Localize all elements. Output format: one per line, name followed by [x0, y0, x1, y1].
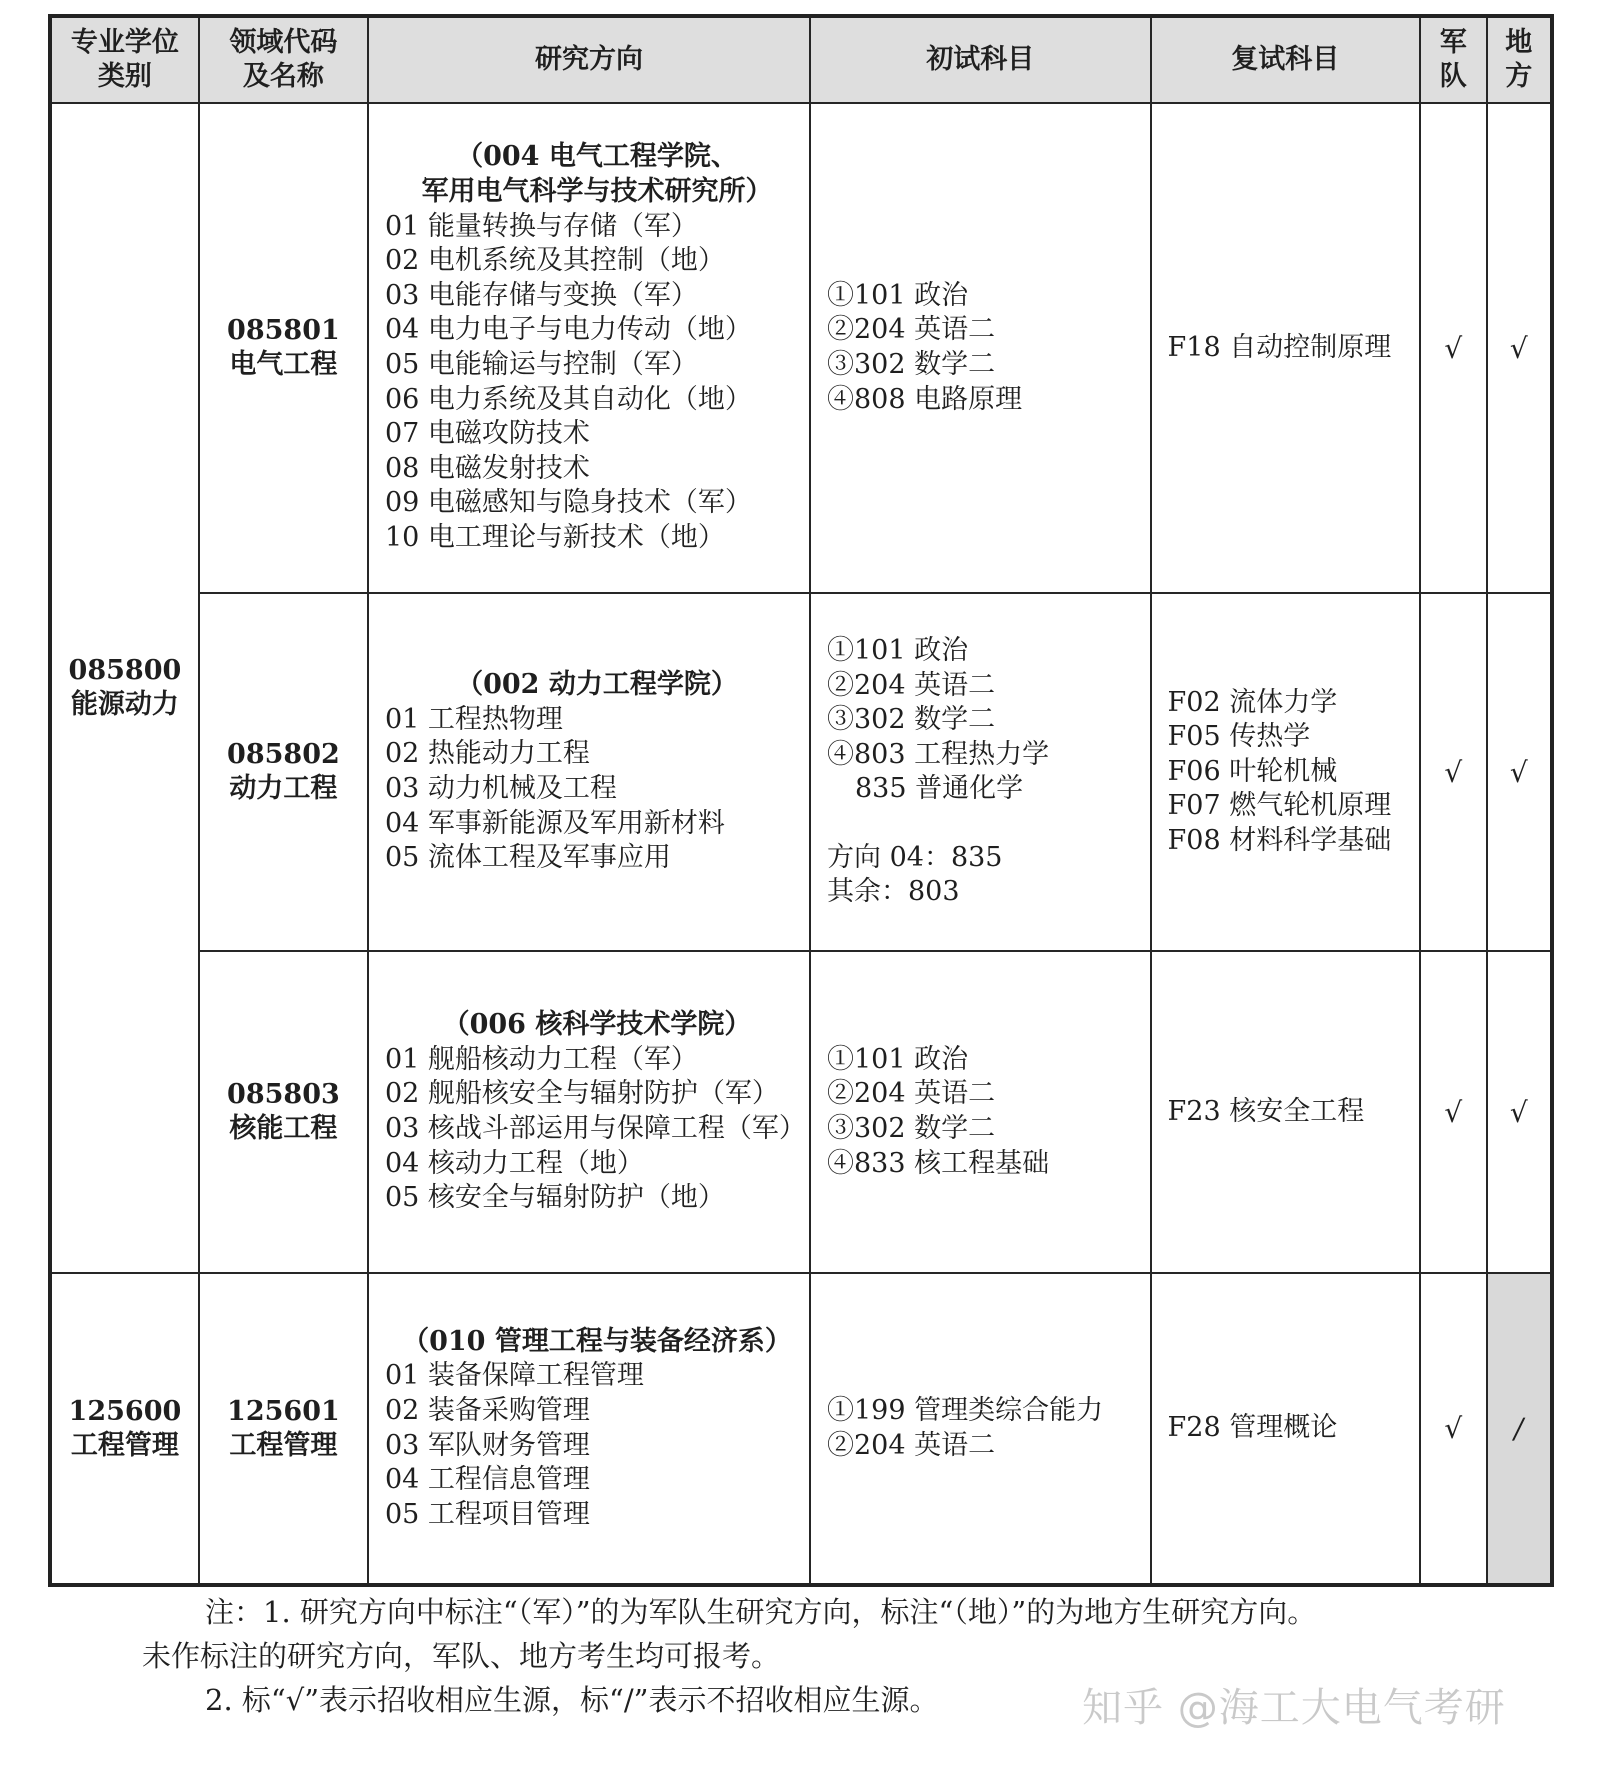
- retest-item: F06 叶轮机械: [1167, 755, 1338, 787]
- direction-item: 07 电磁攻防技术: [384, 418, 590, 450]
- direction-cell: [368, 103, 810, 593]
- military-check: √: [1420, 1273, 1487, 1585]
- military-check: √: [1420, 103, 1487, 593]
- field-cell: 085803 核能工程: [199, 951, 368, 1273]
- table-row: [50, 951, 1552, 1273]
- direction-item: 05 核安全与辐射防护（地）: [384, 1182, 725, 1214]
- field-cell: 125601 工程管理: [199, 1273, 368, 1585]
- exam-item: 835 普通化学: [855, 773, 1024, 805]
- direction-item: 03 军队财务管理: [384, 1429, 590, 1461]
- direction-item: 04 工程信息管理: [384, 1464, 590, 1496]
- direction-cell: [368, 1273, 810, 1585]
- header-retest: 复试科目: [1151, 16, 1421, 103]
- table-row: [50, 1273, 1552, 1585]
- direction-item: 03 动力机械及工程: [384, 773, 617, 804]
- exam-cell: [810, 1273, 1151, 1585]
- direction-cell: [368, 951, 810, 1273]
- category-cell: 125600 工程管理: [50, 1273, 199, 1585]
- header-category: 专业学位 类别: [50, 16, 199, 103]
- header-field: 领域代码 及名称: [199, 16, 368, 103]
- retest-item: F07 燃气轮机原理: [1167, 790, 1392, 822]
- exam-item: ③302 数学二: [827, 1113, 996, 1144]
- header-local: 地 方: [1487, 16, 1552, 103]
- retest-item: F05 传热学: [1167, 721, 1311, 753]
- retest-cell: [1151, 951, 1421, 1273]
- direction-item: 02 电机系统及其控制（地）: [384, 245, 725, 277]
- direction-cell: [368, 593, 810, 951]
- direction-item: 08 电磁发射技术: [384, 452, 590, 484]
- admissions-sheet: [48, 14, 1554, 1587]
- header-row: [50, 16, 1552, 103]
- field-cell: 085801 电气工程: [199, 103, 368, 593]
- exam-cell: [810, 593, 1151, 951]
- exam-item: ④808 电路原理: [827, 383, 1023, 415]
- retest-cell: [1151, 1273, 1421, 1585]
- direction-item: 01 舰船核动力工程（军）: [384, 1043, 698, 1075]
- direction-item: 05 电能输运与控制（军）: [384, 349, 698, 380]
- category-cell: 085800 能源动力: [50, 103, 199, 1273]
- not-admitted-mark: /: [1511, 1412, 1527, 1445]
- exam-cell: [810, 103, 1151, 593]
- header-direction: 研究方向: [368, 16, 810, 103]
- local-check: √: [1487, 103, 1552, 593]
- exam-item: ②204 英语二: [827, 669, 996, 701]
- exam-note: 方向 04：835: [827, 841, 1003, 873]
- direction-item: 06 电力系统及其自动化（地）: [384, 383, 752, 415]
- header-initial-exam: 初试科目: [810, 16, 1151, 103]
- table-row: [50, 103, 1552, 593]
- direction-item: 03 核战斗部运用与保障工程（军）: [384, 1113, 806, 1144]
- retest-cell: [1151, 103, 1421, 593]
- department-title: （004 电气工程学院、: [456, 141, 738, 173]
- local-check: [1487, 1273, 1552, 1585]
- exam-cell: [810, 951, 1151, 1273]
- direction-item: 03 电能存储与变换（军）: [384, 279, 698, 311]
- exam-item: ④803 工程热力学: [827, 738, 1050, 770]
- footnote-line: 注：1. 研究方向中标注“（军）”的为军队生研究方向，标注“（地）”的为地方生研究方向。: [205, 1595, 1317, 1629]
- exam-item: ①101 政治: [827, 634, 969, 666]
- exam-item: ②204 英语二: [827, 1078, 996, 1110]
- exam-item: ①101 政治: [827, 279, 969, 311]
- admissions-table: [48, 14, 1554, 1587]
- table-row: [50, 593, 1552, 951]
- retest-item: F08 材料科学基础: [1167, 824, 1392, 856]
- footnote-line: 未作标注的研究方向，军队、地方考生均可报考。: [142, 1639, 781, 1673]
- direction-item: 01 工程热物理: [384, 703, 563, 735]
- department-title: （002 动力工程学院）: [456, 669, 738, 701]
- retest-item: F28 管理概论: [1167, 1412, 1338, 1444]
- exam-item: ④833 核工程基础: [827, 1147, 1050, 1179]
- footnote-line: 2. 标“√”表示招收相应生源，标“/”表示不招收相应生源。: [205, 1683, 939, 1717]
- exam-item: ②204 英语二: [827, 314, 996, 346]
- direction-item: 04 电力电子与电力传动（地）: [384, 314, 752, 346]
- exam-note: 其余：803: [827, 876, 960, 908]
- department-title: （010 管理工程与装备经济系）: [402, 1325, 792, 1357]
- direction-item: 04 军事新能源及军用新材料: [384, 807, 725, 839]
- direction-item: 02 装备采购管理: [384, 1394, 590, 1426]
- local-check: √: [1487, 951, 1552, 1273]
- direction-item: 04 核动力工程（地）: [384, 1147, 644, 1179]
- retest-item: F18 自动控制原理: [1167, 331, 1392, 363]
- field-cell: 085802 动力工程: [199, 593, 368, 951]
- retest-item: F23 核安全工程: [1167, 1095, 1365, 1127]
- direction-item: 02 舰船核安全与辐射防护（军）: [384, 1078, 779, 1110]
- exam-item: ③302 数学二: [827, 349, 996, 380]
- military-check: √: [1420, 951, 1487, 1273]
- exam-item: ②204 英语二: [827, 1429, 996, 1461]
- exam-item: ①199 管理类综合能力: [827, 1394, 1104, 1426]
- retest-cell: [1151, 593, 1421, 951]
- department-title: （006 核科学技术学院）: [442, 1009, 752, 1041]
- direction-item: 10 电工理论与新技术（地）: [384, 521, 725, 553]
- direction-item: 01 装备保障工程管理: [384, 1360, 644, 1392]
- local-check: √: [1487, 593, 1552, 951]
- direction-item: 09 电磁感知与隐身技术（军）: [384, 487, 752, 519]
- direction-item: 02 热能动力工程: [384, 738, 590, 770]
- header-military: 军 队: [1420, 16, 1487, 103]
- direction-item: 01 能量转换与存储（军）: [384, 210, 698, 242]
- department-title: 军用电气科学与技术研究所）: [421, 176, 773, 208]
- exam-item: ③302 数学二: [827, 704, 996, 736]
- direction-item: 05 流体工程及军事应用: [384, 842, 671, 874]
- military-check: √: [1420, 593, 1487, 951]
- watermark: 知乎 @海工大电气考研: [1082, 1685, 1506, 1731]
- retest-item: F02 流体力学: [1167, 686, 1338, 718]
- exam-item: ①101 政治: [827, 1043, 969, 1075]
- direction-item: 05 工程项目管理: [384, 1498, 590, 1530]
